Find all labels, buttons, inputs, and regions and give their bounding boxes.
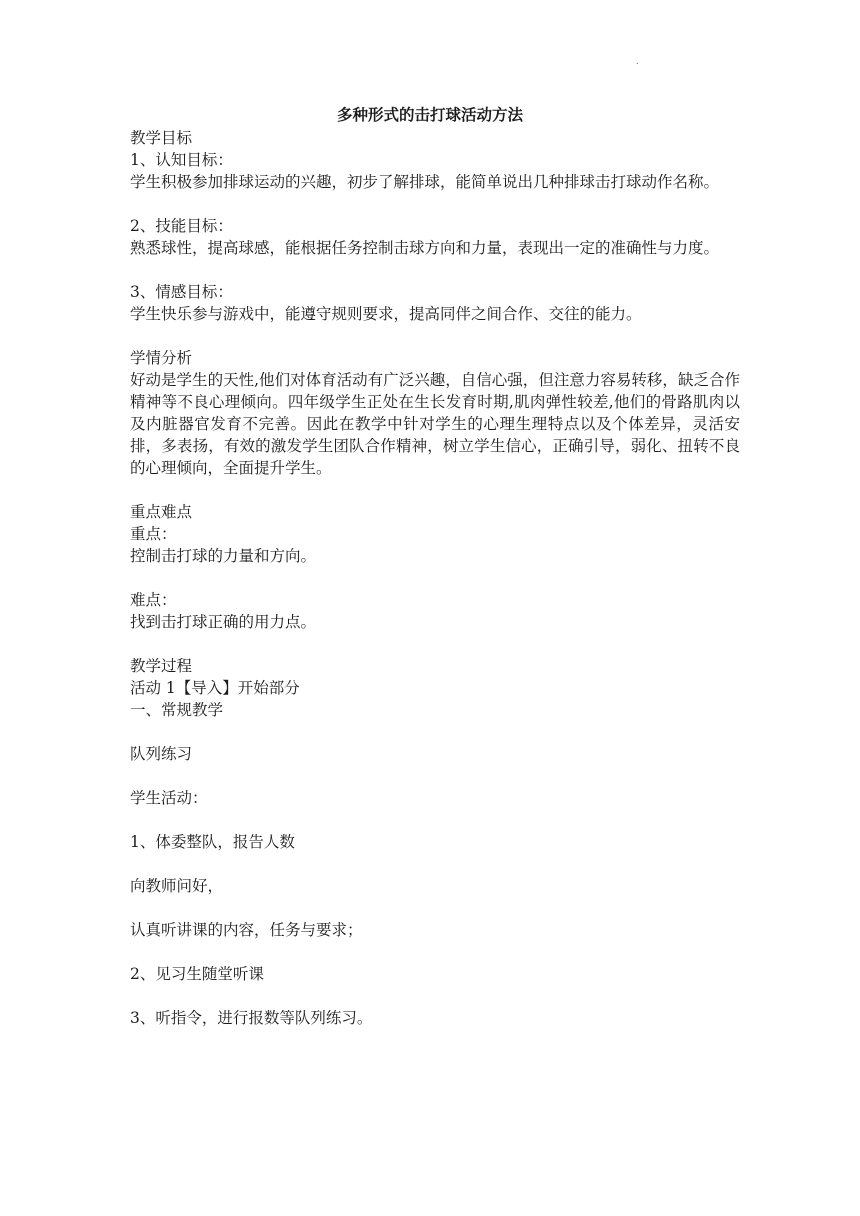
key-label: 重点： bbox=[130, 525, 177, 543]
document-title: 多种形式的击打球活动方法 bbox=[336, 106, 523, 124]
goal2-label: 2、技能目标： bbox=[130, 217, 233, 235]
routine-title: 一、常规教学 bbox=[130, 701, 224, 719]
step1-text: 1、体委整队，报告人数 bbox=[130, 833, 295, 851]
section-heading-goals: 教学目标 bbox=[130, 129, 193, 147]
goal3-text: 学生快乐参与游戏中，能遵守规则要求，提高同伴之间合作、交往的能力。 bbox=[130, 305, 642, 323]
goal1-text: 学生积极参加排球运动的兴趣，初步了解排球，能简单说出几种排球击打球动作名称。 bbox=[130, 173, 720, 191]
key-text: 控制击打球的力量和方向。 bbox=[130, 547, 317, 565]
difficulty-text: 找到击打球正确的用力点。 bbox=[130, 613, 317, 631]
section-heading-analysis: 学情分析 bbox=[130, 349, 193, 367]
greet-text: 向教师问好， bbox=[130, 877, 224, 895]
step2-text: 2、见习生随堂听课 bbox=[130, 965, 264, 983]
section-heading-key-points: 重点难点 bbox=[130, 503, 193, 521]
goal1-label: 1、认知目标： bbox=[130, 151, 233, 169]
goal2-text: 熟悉球性，提高球感，能根据任务控制击球方向和力量，表现出一定的准确性与力度。 bbox=[130, 239, 720, 257]
document-body bbox=[130, 127, 740, 1029]
section-heading-process: 教学过程 bbox=[130, 657, 193, 675]
drill-title: 队列练习 bbox=[130, 745, 193, 763]
step3-text: 3、听指令，进行报数等队列练习。 bbox=[130, 1009, 373, 1027]
difficulty-label: 难点： bbox=[130, 591, 177, 609]
analysis-text: 好动是学生的天性,他们对体育活动有广泛兴趣，自信心强，但注意力容易转移，缺乏合作精神等不良心理倾向。四年级学生正处在生长发育时期,肌肉弹性较差,他们的骨路肌肉以及内脏器官发育不完善。因此在教学中针对学生的心理生理特点以及个体差异，灵活安排，多表扬，有效的激发学生团队合作精神，树立学生信心，正确引导，弱化、扭转不良的心理倾向，全面提升学生。 bbox=[130, 371, 740, 477]
header-mark: . bbox=[636, 56, 639, 66]
student-activity-label: 学生活动： bbox=[130, 789, 208, 807]
listen-text: 认真听讲课的内容，任务与要求； bbox=[130, 921, 363, 939]
goal3-label: 3、情感目标： bbox=[130, 283, 233, 301]
activity1-title: 活动 1【导入】开始部分 bbox=[130, 679, 300, 697]
